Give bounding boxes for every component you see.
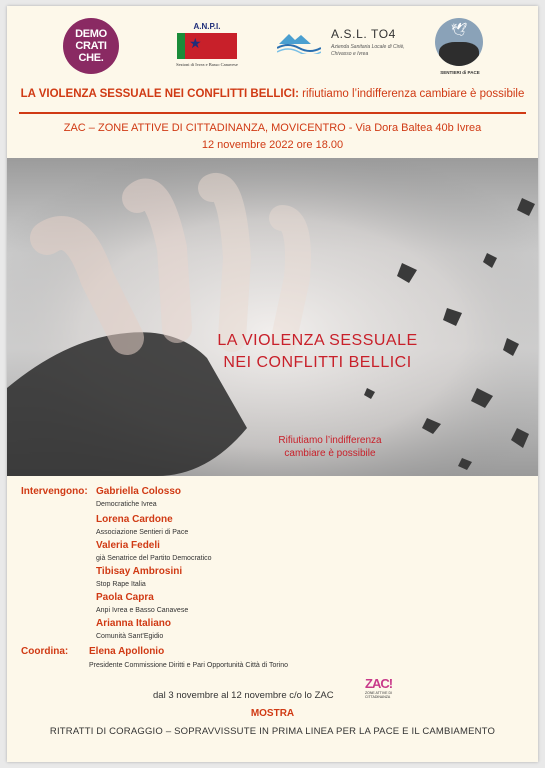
anpi-logo	[169, 22, 245, 74]
sentieri-logo-label: SENTIERI di PACE	[440, 70, 480, 75]
speaker-name: Tibisay Ambrosini	[96, 566, 183, 577]
banner-subtitle	[255, 434, 405, 460]
zac-logo-subtitle: ZONE ATTIVE DI CITTADINANZA	[365, 691, 392, 699]
mountain-wave-icon	[277, 30, 321, 54]
asl-logo-title: A.S.L. TO4	[331, 27, 396, 41]
speaker-role: Stop Rape Italia	[96, 581, 146, 588]
zac-logo	[365, 676, 397, 706]
speaker-name: Gabriella Colosso	[96, 486, 182, 497]
poster	[7, 6, 538, 762]
event-title-bold: LA VIOLENZA SESSUALE NEI CONFLITTI BELLICI:	[20, 88, 299, 100]
democratiche-logo	[63, 18, 119, 74]
speaker-role: Anpi Ivrea e Basso Canavese	[96, 607, 189, 614]
speaker-role: Democratiche Ivrea	[96, 501, 157, 508]
speaker-role: già Senatrice del Partito Democratico	[96, 555, 212, 562]
banner-title-line1: LA VIOLENZA SESSUALE	[217, 332, 418, 349]
speaker-name: Arianna Italiano	[96, 618, 172, 629]
speaker-role: Associazione Sentieri di Pace	[96, 529, 189, 536]
anpi-logo-title: A.N.P.I.	[193, 22, 221, 31]
banner-title-line2: NEI CONFLITTI BELLICI	[223, 354, 412, 371]
exhibition-dates: dal 3 novembre al 12 novembre c/o lo ZAC	[153, 690, 334, 701]
speaker-name: Lorena Cardone	[96, 514, 173, 525]
banner-title	[7, 330, 538, 374]
banner-photo	[7, 158, 538, 476]
banner-subtitle-line2: cambiare è possibile	[284, 448, 376, 459]
democratiche-logo-text: DEMO CRATI CHE.	[75, 28, 107, 64]
exhibition-title: RITRATTI DI CORAGGIO – SOPRAVVISSUTE IN PRIMA LINEA PER LA PACE E IL CAMBIAMENTO	[49, 726, 496, 737]
anpi-flag-icon	[177, 33, 237, 59]
asl-logo	[277, 24, 417, 74]
speaker-role: Comunità Sant’Egidio	[96, 633, 164, 640]
event-venue: ZAC – ZONE ATTIVE DI CITTADINANZA, MOVICENTRO - Via Dora Baltea 40b Ivrea	[63, 122, 482, 134]
coordinator-name: Elena Apollonio	[89, 646, 165, 657]
dove-icon: 🕊	[451, 22, 468, 37]
coordinator-role: Presidente Commissione Diritti e Pari Opportunità Città di Torino	[89, 662, 289, 669]
speaker-name: Paola Capra	[96, 592, 154, 603]
sentieri-di-pace-logo	[435, 18, 485, 78]
raised-hands-icon	[439, 42, 479, 66]
asl-logo-subtitle: Azienda Sanitaria Locale di Ciriè, Chivasso e Ivrea	[331, 44, 405, 57]
event-title	[7, 88, 538, 100]
coordinator-label: Coordina:	[21, 646, 69, 657]
star-icon: ★	[189, 35, 202, 51]
hand-silhouette-image	[7, 158, 538, 476]
anpi-logo-subtitle: Sezioni di Ivrea e Basso Canavese	[176, 62, 238, 67]
speaker-name: Valeria Fedeli	[96, 540, 160, 551]
event-title-rest: rifiutiamo l’indifferenza cambiare è possibile	[298, 88, 525, 100]
banner-subtitle-line1: Rifiutiamo l’indifferenza	[278, 435, 382, 446]
speakers-label: Intervengono:	[21, 486, 88, 497]
event-datetime: 12 novembre 2022 ore 18.00	[201, 139, 344, 151]
zac-logo-text: ZAC!	[365, 676, 393, 691]
divider	[19, 112, 526, 114]
exhibition-label: MOSTRA	[250, 708, 295, 719]
